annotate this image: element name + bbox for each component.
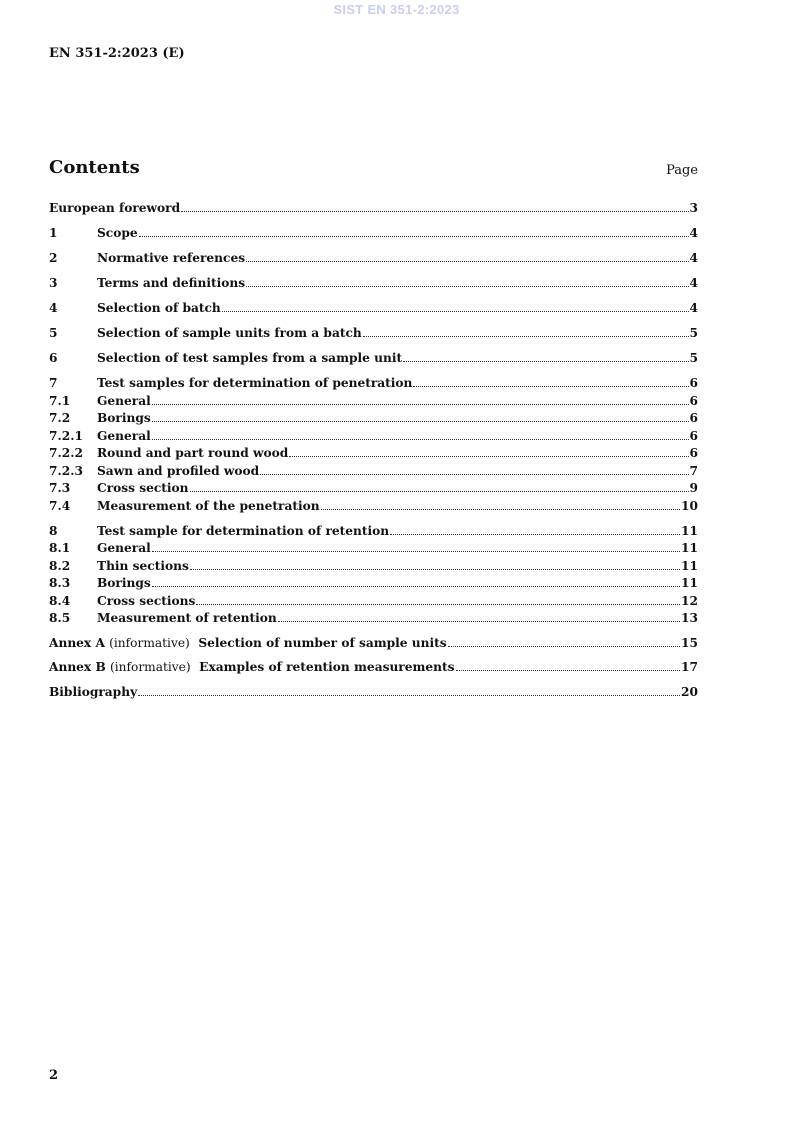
- page-column-label: Page: [666, 163, 698, 178]
- toc-entry-8-5[interactable]: [49, 611, 698, 629]
- toc-leader: [390, 534, 680, 535]
- toc-title: Cross section: [97, 481, 189, 495]
- toc-page: 4: [689, 226, 698, 240]
- toc-entry-8-1[interactable]: [49, 541, 698, 559]
- toc-leader: [222, 311, 689, 312]
- toc-leader: [363, 336, 689, 337]
- toc-entry-7-2-2[interactable]: [49, 446, 698, 464]
- toc-number: 7.2.1: [49, 428, 83, 443]
- annex-title: Examples of retention measurements: [199, 660, 455, 674]
- toc-title: European foreword: [49, 201, 181, 215]
- toc-entry-normative-references[interactable]: [49, 251, 698, 269]
- toc-title: Scope: [97, 226, 138, 240]
- toc-entry-8-4[interactable]: [49, 594, 698, 612]
- toc-number: 2: [49, 251, 58, 265]
- toc-number: 8.5: [49, 611, 71, 625]
- toc-page: 6: [689, 376, 698, 390]
- toc-title: Normative references: [97, 251, 246, 265]
- toc-leader: [246, 261, 688, 262]
- table-of-contents: [49, 201, 698, 702]
- toc-entry-annex-a[interactable]: [49, 636, 698, 654]
- toc-page: 11: [681, 541, 698, 555]
- toc-page: 20: [681, 684, 698, 699]
- toc-title: Terms and definitions: [97, 276, 246, 290]
- watermark: SIST EN 351-2:2023: [333, 2, 460, 17]
- toc-page: 4: [689, 251, 698, 265]
- toc-leader: [403, 361, 688, 362]
- page-number: 2: [49, 1068, 59, 1083]
- toc-entry-terms-definitions[interactable]: [49, 276, 698, 294]
- annex-label: Annex A: [49, 635, 105, 650]
- toc-number: 7.1: [49, 393, 71, 408]
- toc-number: 7.4: [49, 498, 71, 513]
- toc-page: 11: [681, 576, 698, 590]
- toc-entry-selection-of-batch[interactable]: [49, 301, 698, 319]
- toc-entry-7-3[interactable]: [49, 481, 698, 499]
- toc-leader: [152, 551, 680, 552]
- toc-page: 9: [689, 481, 698, 495]
- toc-title: General: [97, 541, 151, 555]
- toc-leader: [196, 604, 680, 605]
- toc-page: 12: [681, 593, 698, 608]
- toc-number: 7.2: [49, 411, 71, 425]
- toc-entry-7-4[interactable]: [49, 499, 698, 517]
- toc-leader: [260, 474, 688, 475]
- toc-leader: [190, 569, 680, 570]
- toc-entry-annex-b[interactable]: [49, 660, 698, 678]
- toc-entry-sample-units[interactable]: [49, 326, 698, 344]
- toc-leader: [152, 586, 680, 587]
- toc-number: 7: [49, 376, 58, 390]
- toc-leader: [190, 491, 689, 492]
- toc-entry-7-1[interactable]: [49, 394, 698, 412]
- toc-number: 6: [49, 351, 58, 365]
- toc-number: 8.1: [49, 541, 71, 555]
- toc-page: 6: [689, 446, 698, 460]
- toc-leader: [181, 211, 688, 212]
- toc-number: 8.4: [49, 593, 71, 608]
- toc-page: 4: [689, 276, 698, 290]
- toc-number: 8.2: [49, 558, 71, 573]
- contents-heading: Contents: [49, 157, 140, 178]
- toc-number: 8: [49, 523, 58, 538]
- toc-title: General: [97, 393, 151, 408]
- toc-number: 5: [49, 326, 58, 340]
- toc-title: Selection of batch: [97, 301, 221, 315]
- toc-page: 6: [689, 393, 698, 408]
- toc-leader: [246, 286, 688, 287]
- toc-entry-bibliography[interactable]: [49, 685, 698, 703]
- toc-title: Measurement of the penetration: [97, 498, 320, 513]
- toc-number: 7.3: [49, 481, 71, 495]
- toc-page: 3: [689, 201, 698, 215]
- toc-entry-scope[interactable]: [49, 226, 698, 244]
- toc-entry-8-3[interactable]: [49, 576, 698, 594]
- annex-qualifier: (informative): [110, 660, 191, 674]
- toc-title: Bibliography: [49, 684, 138, 699]
- toc-page: 17: [681, 660, 698, 674]
- toc-number: 7.2.3: [49, 463, 83, 478]
- toc-leader: [152, 404, 689, 405]
- toc-leader: [138, 695, 680, 696]
- toc-page: 13: [681, 611, 698, 625]
- toc-entry-7-2-1[interactable]: [49, 429, 698, 447]
- toc-entry-retention[interactable]: [49, 524, 698, 542]
- toc-entry-penetration[interactable]: [49, 376, 698, 394]
- toc-title: Thin sections: [97, 558, 189, 573]
- annex-qualifier: (informative): [109, 635, 190, 650]
- toc-leader: [413, 386, 688, 387]
- toc-number: 4: [49, 301, 58, 315]
- toc-page: 6: [689, 428, 698, 443]
- toc-entry-8-2[interactable]: [49, 559, 698, 577]
- toc-page: 10: [681, 498, 698, 513]
- toc-entry-foreword[interactable]: [49, 201, 698, 219]
- toc-title: [49, 636, 447, 650]
- toc-page: 4: [689, 301, 698, 315]
- toc-title: General: [97, 428, 151, 443]
- toc-title: [49, 660, 455, 674]
- toc-page: 15: [681, 635, 698, 650]
- toc-title: Measurement of retention: [97, 611, 277, 625]
- toc-page: 7: [689, 463, 698, 478]
- toc-number: 8.3: [49, 576, 71, 590]
- toc-title: Borings: [97, 411, 151, 425]
- toc-leader: [321, 509, 680, 510]
- toc-page: 5: [689, 351, 698, 365]
- toc-leader: [456, 670, 681, 671]
- document-id: EN 351-2:2023 (E): [49, 46, 185, 61]
- toc-leader: [289, 456, 688, 457]
- toc-number: 7.2.2: [49, 446, 83, 460]
- toc-title: Cross sections: [97, 593, 196, 608]
- annex-label: Annex B: [49, 660, 106, 674]
- toc-leader: [448, 646, 680, 647]
- toc-page: 11: [681, 558, 698, 573]
- toc-title: Selection of test samples from a sample unit: [97, 351, 403, 365]
- toc-title: Round and part round wood: [97, 446, 289, 460]
- toc-entry-7-2[interactable]: [49, 411, 698, 429]
- toc-number: 3: [49, 276, 58, 290]
- toc-page: 5: [689, 326, 698, 340]
- toc-page: 11: [681, 523, 698, 538]
- annex-title: Selection of number of sample units: [198, 635, 447, 650]
- toc-page: 6: [689, 411, 698, 425]
- toc-title: Selection of sample units from a batch: [97, 326, 362, 340]
- toc-title: Test sample for determination of retention: [97, 523, 390, 538]
- toc-number: 1: [49, 226, 58, 240]
- toc-leader: [152, 421, 689, 422]
- toc-leader: [278, 621, 680, 622]
- toc-leader: [152, 439, 689, 440]
- toc-entry-7-2-3[interactable]: [49, 464, 698, 482]
- toc-entry-test-samples[interactable]: [49, 351, 698, 369]
- toc-title: Borings: [97, 576, 151, 590]
- toc-leader: [139, 236, 689, 237]
- toc-title: Sawn and profiled wood: [97, 463, 260, 478]
- toc-title: Test samples for determination of penetration: [97, 376, 413, 390]
